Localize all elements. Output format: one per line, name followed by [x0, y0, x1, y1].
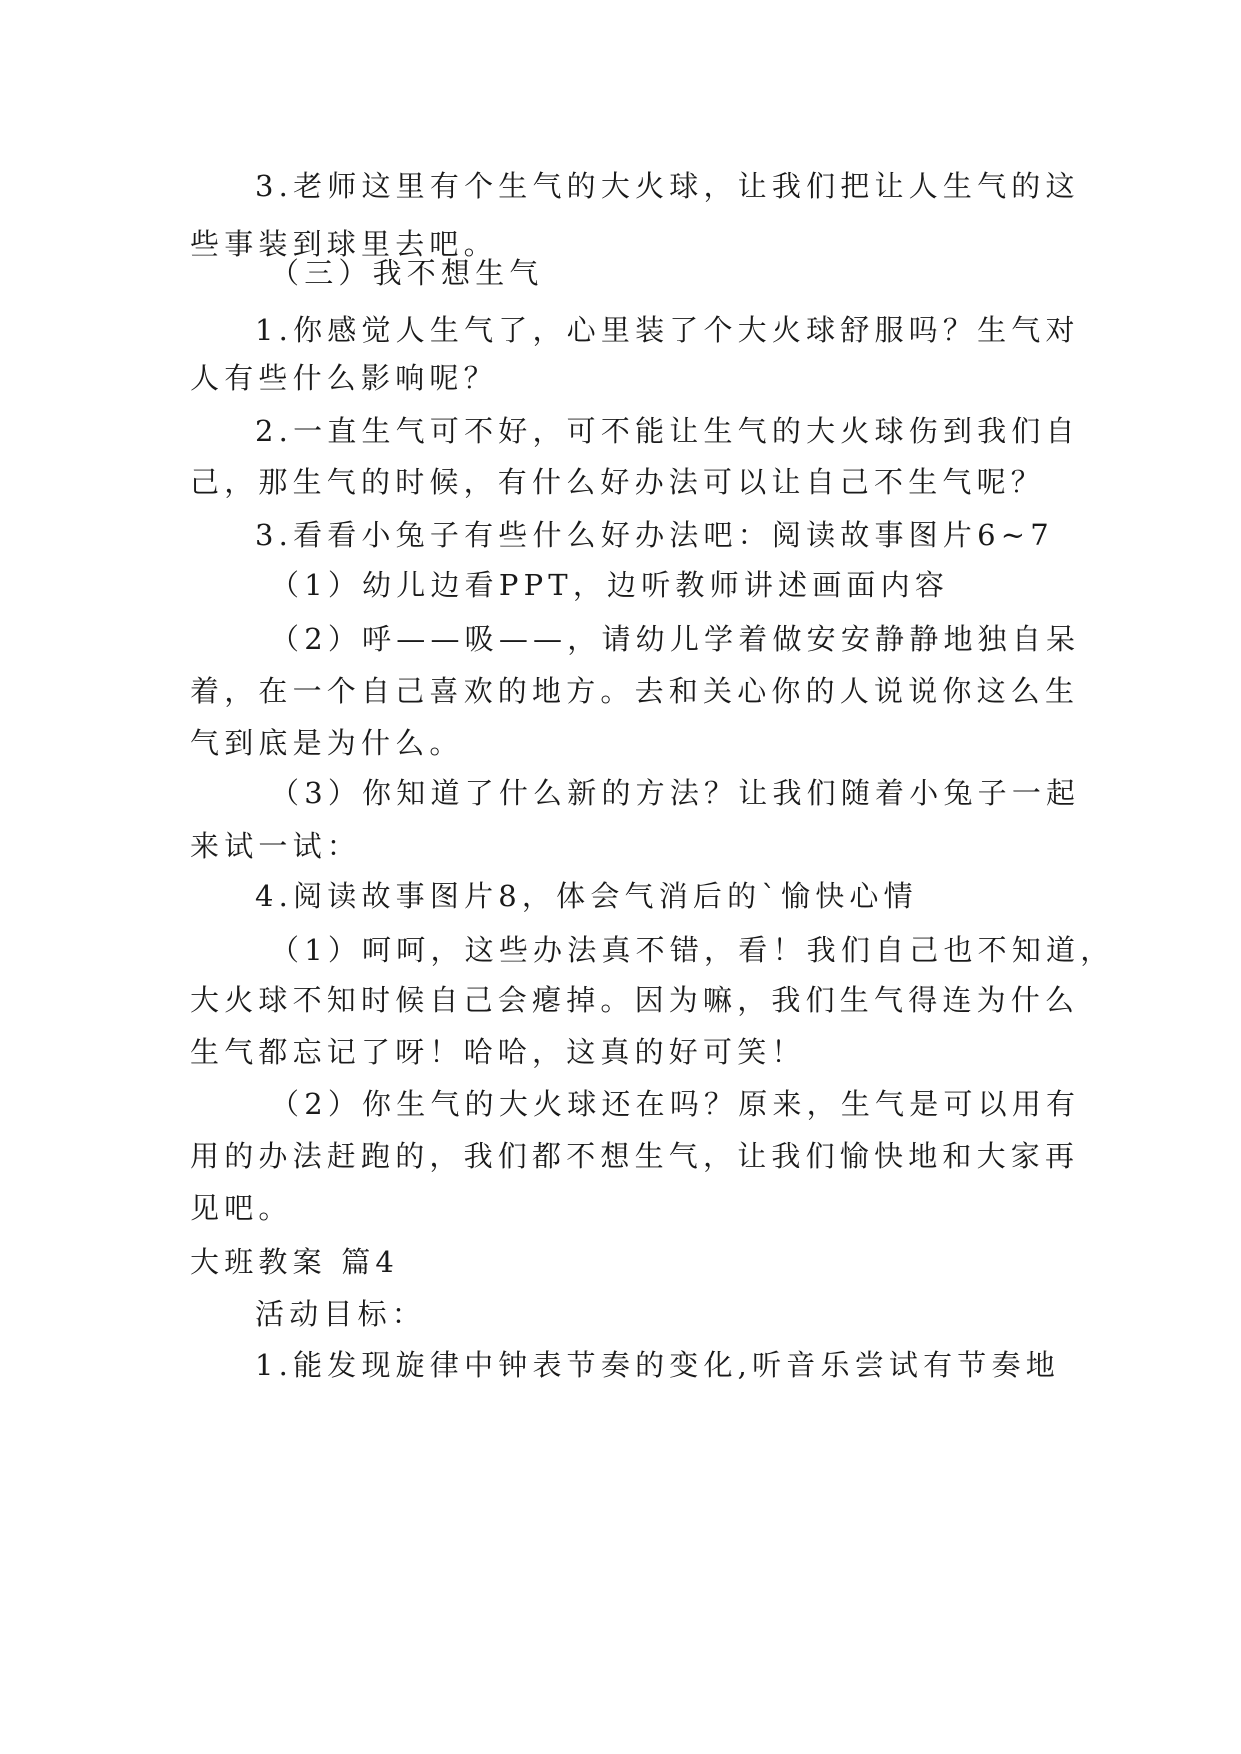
paragraph-line: 用的办法赶跑的，我们都不想生气，让我们愉快地和大家再 [190, 1139, 1080, 1173]
paragraph-line: 见吧。 [190, 1191, 293, 1225]
section-title: 大班教案 篇4 [190, 1245, 400, 1279]
paragraph-line: 着，在一个自己喜欢的地方。去和关心你的人说说你这么生 [190, 674, 1080, 708]
paragraph-line: 1.你感觉人生气了，心里装了个大火球舒服吗？生气对 [255, 313, 1080, 347]
paragraph-line: 1.能发现旋律中钟表节奏的变化,听音乐尝试有节奏地 [255, 1348, 1060, 1382]
paragraph-line: 生气都忘记了呀！哈哈，这真的好可笑！ [190, 1035, 806, 1069]
paragraph-line: 气到底是为什么。 [190, 726, 464, 760]
paragraph-line: 来试一试： [190, 829, 362, 863]
paragraph-line: 人有些什么影响呢？ [190, 361, 498, 395]
paragraph-line: 4.阅读故事图片8，体会气消后的`愉快心情 [255, 879, 918, 913]
paragraph-line: （2）你生气的大火球还在吗？原来，生气是可以用有 [270, 1087, 1081, 1121]
paragraph-line: （1）呵呵，这些办法真不错，看！我们自己也不知道， [270, 933, 1115, 967]
paragraph-line: 些事装到球里去吧。 [190, 227, 498, 261]
paragraph-line: （2）呼——吸——，请幼儿学着做安安静静地独自呆 [270, 622, 1081, 656]
paragraph-line: （1）幼儿边看PPT，边听教师讲述画面内容 [270, 568, 950, 602]
paragraph-line: 己，那生气的时候，有什么好办法可以让自己不生气呢？ [190, 465, 1046, 499]
section-heading: （三）我不想生气 [270, 256, 544, 290]
paragraph-line: 大火球不知时候自己会瘪掉。因为嘛，我们生气得连为什么 [190, 983, 1080, 1017]
paragraph-line: 活动目标： [255, 1297, 427, 1331]
paragraph-line: 3.看看小兔子有些什么好办法吧：阅读故事图片6~7 [255, 518, 1054, 552]
paragraph-line: 3.老师这里有个生气的大火球，让我们把让人生气的这 [255, 169, 1080, 203]
paragraph-line: （3）你知道了什么新的方法？让我们随着小兔子一起 [270, 776, 1081, 810]
paragraph-line: 2.一直生气可不好，可不能让生气的大火球伤到我们自 [255, 414, 1080, 448]
